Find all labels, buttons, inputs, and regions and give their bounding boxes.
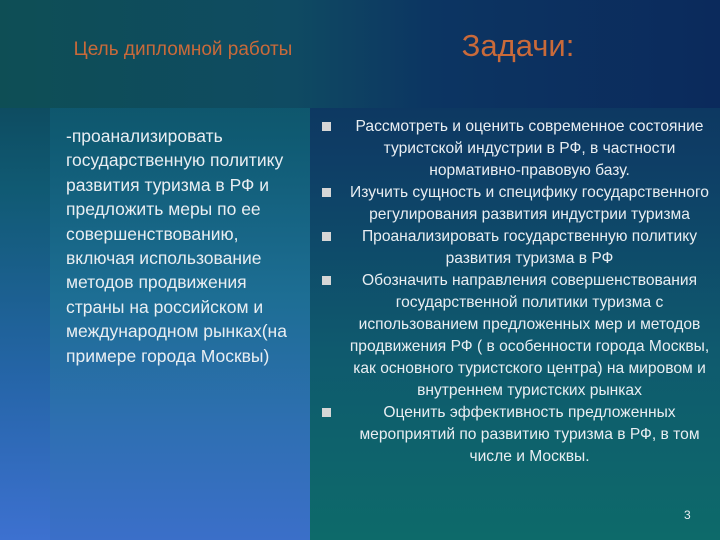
square-bullet-icon [322,276,331,285]
task-item [322,116,714,182]
task-text: Обозначить направления совершенствования государственной политики туризма с использованием предложенных мер и методов продвижения РФ ( в особенности города Москвы, как основного туристского центра) на мировом и внутреннем туристских рынках [349,272,710,399]
task-text: Изучить сущность и специфику государственного регулирования развития индустрии туризма [350,184,709,223]
task-item [322,182,714,226]
square-bullet-icon [322,232,331,241]
square-bullet-icon [322,122,331,131]
goal-title: Цель дипломной работы [73,39,293,60]
task-item [322,226,714,270]
task-item [322,270,714,402]
goal-text: -проанализировать государственную политику развития туризма в РФ и предложить меры по ее совершенствованию, включая использование методов продвижения страны на российском и международном рынках(на примере города Москвы) [66,126,287,366]
task-item [322,402,714,468]
task-text: Рассмотреть и оценить современное состояние туристской индустрии в РФ, в частности нормативно-правовую базу. [355,118,704,179]
task-text: Оценить эффективность предложенных мероприятий по развитию туризма в РФ, в том числе и Москвы. [359,404,700,465]
task-text: Проанализировать государственную политику развития туризма в РФ [361,228,698,267]
tasks-title: Задачи: [461,28,575,63]
page-number: 3 [684,508,691,522]
tasks-list [322,116,714,468]
square-bullet-icon [322,188,331,197]
square-bullet-icon [322,408,331,417]
